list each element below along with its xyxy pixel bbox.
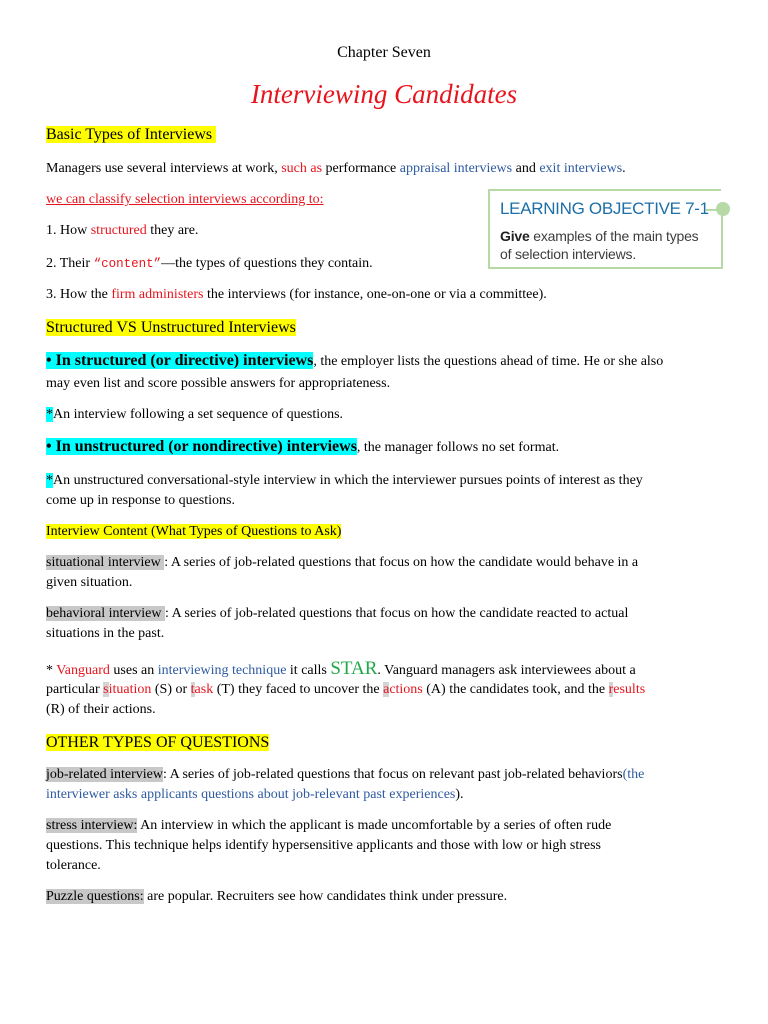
list-item-2: 2. Their “content”—the types of questions they contain. <box>46 256 373 271</box>
chapter-label: Chapter Seven <box>337 44 431 61</box>
learning-objective-dot <box>716 202 730 216</box>
situational-paragraph-line2: given situation. <box>46 575 133 590</box>
jobrelated-paragraph: job-related interview: A series of job-related questions that focus on relevant past job-related behaviors(the <box>46 767 645 782</box>
behavioral-paragraph: behavioral interview : A series of job-related questions that focus on how the candidate reacted to actual <box>46 606 629 621</box>
unstructured-paragraph: • In unstructured (or nondirective) interviews, the manager follows no set format. <box>46 438 560 455</box>
section-heading-other: OTHER TYPES OF QUESTIONS <box>46 734 270 751</box>
behavioral-paragraph-line2: situations in the past. <box>46 626 165 641</box>
structured-note: *An interview following a set sequence of questions. <box>46 407 344 422</box>
structured-paragraph-line2: may even list and score possible answers for appropriateness. <box>46 376 391 391</box>
jobrelated-paragraph-line2: interviewer asks applicants questions about job-relevant past experiences). <box>46 787 464 802</box>
paragraph-intro: Managers use several interviews at work, such as performance appraisal interviews and exit interviews. <box>46 161 626 176</box>
stress-paragraph-line2: questions. This technique helps identify hypersensitive applicants and those with low or high stress <box>46 838 601 853</box>
star-paragraph: * Vanguard uses an interviewing technique it calls STAR. Vanguard managers ask interviewees about a <box>46 658 636 679</box>
section-heading-basic: Basic Types of Interviews <box>46 125 216 145</box>
page-title: Interviewing Candidates <box>250 79 518 109</box>
learning-objective-text: Give examples of the main types of selection interviews. <box>500 228 699 262</box>
stress-paragraph: stress interview: An interview in which the applicant is made uncomfortable by a series of often rude <box>46 818 612 833</box>
learning-objective-heading: LEARNING OBJECTIVE 7-1 <box>500 199 709 218</box>
unstructured-note: *An unstructured conversational-style interview in which the interviewer pursues points of interest as they <box>46 473 643 488</box>
stress-paragraph-line3: tolerance. <box>46 858 101 873</box>
structured-paragraph: • In structured (or directive) interviews, the employer lists the questions ahead of time. He or she also <box>46 352 664 369</box>
unstructured-note-line2: come up in response to questions. <box>46 493 235 508</box>
puzzle-paragraph: Puzzle questions: are popular. Recruiters see how candidates think under pressure. <box>46 889 508 904</box>
classify-text: we can classify selection interviews according to: <box>46 192 324 207</box>
learning-objective-border-right <box>721 216 723 269</box>
situational-paragraph: situational interview : A series of job-related questions that focus on how the candidate would behave in a <box>46 555 639 570</box>
section-heading-structured: Structured VS Unstructured Interviews <box>46 319 296 336</box>
section-heading-content: Interview Content (What Types of Questions to Ask) <box>46 524 342 539</box>
star-paragraph-line3: (R) of their actions. <box>46 702 156 717</box>
star-paragraph-line2: particular situation (S) or task (T) they faced to uncover the actions (A) the candidates took, and the results <box>46 682 646 697</box>
list-item-3: 3. How the firm administers the interviews (for instance, one-on-one or via a committee). <box>46 287 547 302</box>
list-item-1: 1. How structured they are. <box>46 223 199 238</box>
